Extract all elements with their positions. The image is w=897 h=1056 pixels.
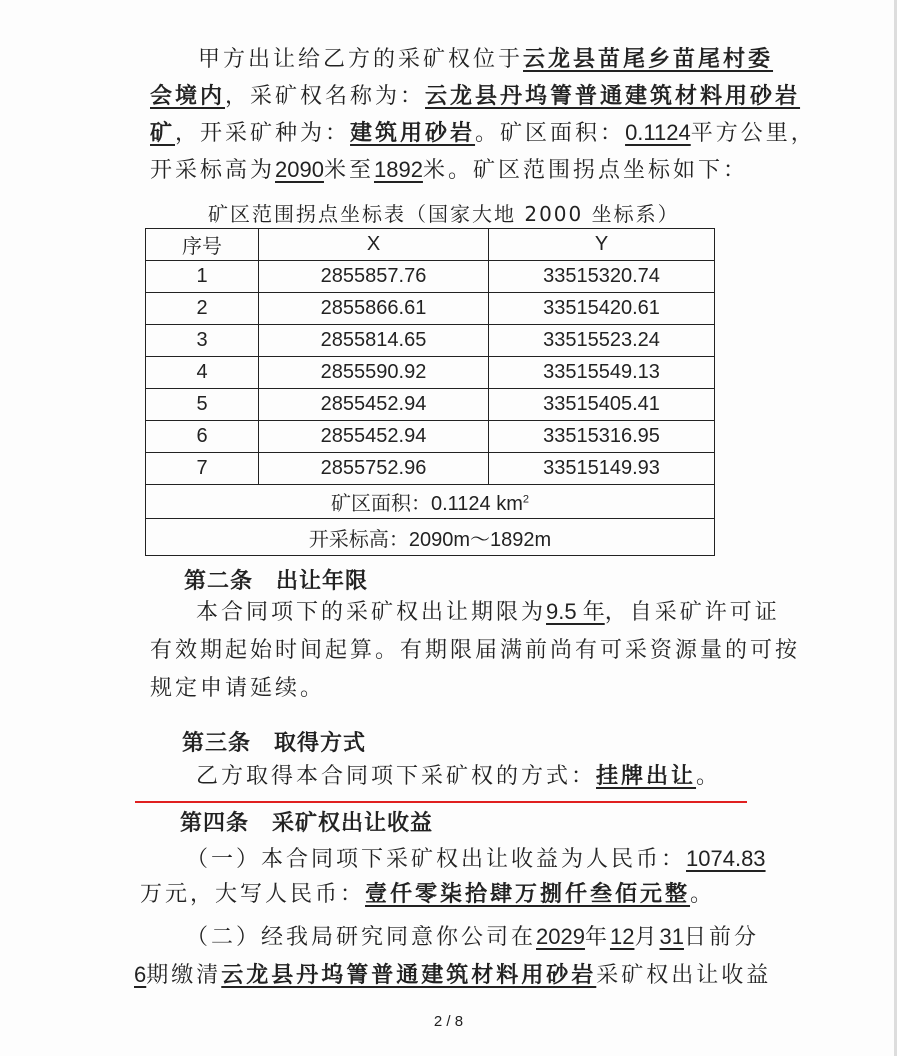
underlined-field: 会境内 bbox=[150, 84, 226, 109]
elevation-row bbox=[146, 519, 715, 556]
page-number: 2 / 8 bbox=[433, 1013, 464, 1030]
cell-index: 7 bbox=[146, 453, 259, 485]
underlined-field: 矿 bbox=[150, 121, 176, 146]
text-line bbox=[196, 762, 721, 792]
text-line bbox=[150, 636, 800, 666]
text-segment: 期缴清 bbox=[146, 963, 222, 988]
text-segment: 开采标高为 bbox=[150, 158, 276, 183]
cell-x: 2855857.76 bbox=[259, 261, 489, 293]
text-segment: 平方公里， bbox=[690, 121, 816, 146]
text-segment: 万元，大写人民币： bbox=[140, 882, 366, 907]
table-header-row bbox=[146, 229, 715, 261]
text-segment: 规定申请延续。 bbox=[150, 676, 326, 701]
cell-y: 33515523.24 bbox=[489, 325, 715, 357]
text-segment: 米。矿区范围拐点坐标如下： bbox=[422, 158, 748, 183]
cell-x: 2855866.61 bbox=[259, 293, 489, 325]
text-segment: 。矿区面积： bbox=[475, 121, 626, 146]
text-line bbox=[150, 82, 800, 112]
underlined-field: 0.1124 bbox=[625, 120, 691, 145]
underlined-field: 云龙县丹坞箐普通建筑材料用砂岩 bbox=[425, 84, 801, 109]
cell-index: 6 bbox=[146, 421, 259, 453]
underlined-field: 9.5 年 bbox=[546, 599, 605, 624]
underlined-field: 2029 bbox=[536, 924, 585, 949]
underlined-field: 12 bbox=[609, 924, 635, 949]
table-row bbox=[146, 453, 715, 485]
text-segment: 本合同项下的采矿权出让期限为 bbox=[196, 600, 547, 625]
cell-y: 33515316.95 bbox=[489, 421, 715, 453]
underlined-field: 壹仟零柒拾肆万捌仟叁佰元整 bbox=[365, 882, 691, 907]
coordinate-table bbox=[145, 228, 715, 556]
cell-x: 2855814.65 bbox=[259, 325, 489, 357]
table-row bbox=[146, 261, 715, 293]
text-segment: 。 bbox=[690, 882, 716, 907]
table-row bbox=[146, 421, 715, 453]
text-segment: 年 bbox=[584, 925, 610, 950]
header-y: Y bbox=[489, 229, 715, 261]
elevation-label: 开采标高：2090m～1892m bbox=[146, 519, 715, 556]
header-x: X bbox=[259, 229, 489, 261]
text-segment: 月 bbox=[634, 925, 660, 950]
text-segment: 乙方取得本合同项下采矿权的方式： bbox=[196, 764, 597, 789]
underlined-field: 云龙县丹坞箐普通建筑材料用砂岩 bbox=[221, 963, 597, 988]
underlined-field: 2090 bbox=[275, 157, 324, 182]
text-segment: 日前分 bbox=[683, 925, 759, 950]
text-line bbox=[134, 960, 771, 991]
section-heading: 第二条 出让年限 bbox=[184, 568, 369, 594]
text-line bbox=[150, 155, 748, 186]
text-line bbox=[196, 597, 780, 628]
underlined-field: 1074.83 bbox=[686, 846, 766, 871]
table-row bbox=[146, 325, 715, 357]
text-line bbox=[140, 880, 715, 910]
cell-y: 33515320.74 bbox=[489, 261, 715, 293]
red-annotation-line bbox=[135, 801, 747, 803]
cell-index: 1 bbox=[146, 261, 259, 293]
table-row bbox=[146, 389, 715, 421]
underlined-field: 建筑用砂岩 bbox=[350, 121, 476, 146]
text-line bbox=[150, 674, 325, 704]
table-row bbox=[146, 357, 715, 389]
cell-x: 2855452.94 bbox=[259, 421, 489, 453]
cell-index: 3 bbox=[146, 325, 259, 357]
underlined-field: 6 bbox=[134, 962, 147, 987]
cell-y: 33515149.93 bbox=[489, 453, 715, 485]
header-index: 序号 bbox=[146, 229, 259, 261]
cell-y: 33515420.61 bbox=[489, 293, 715, 325]
underlined-field: 1892 bbox=[373, 157, 423, 182]
cell-index: 4 bbox=[146, 357, 259, 389]
text-segment: ，自采矿许可证 bbox=[604, 600, 780, 625]
area-label: 矿区面积：0.1124 km bbox=[330, 493, 523, 515]
text-segment: 甲方出让给乙方的采矿权位于 bbox=[198, 47, 524, 72]
text-segment: 。 bbox=[696, 764, 722, 789]
underlined-field: 云龙县苗尾乡苗尾村委 bbox=[523, 47, 774, 72]
text-segment: （一）本合同项下采矿权出让收益为人民币： bbox=[186, 847, 687, 872]
text-line bbox=[186, 922, 759, 953]
cell-index: 2 bbox=[146, 293, 259, 325]
cell-x: 2855752.96 bbox=[259, 453, 489, 485]
section-heading: 第四条 采矿权出让收益 bbox=[180, 810, 434, 836]
text-segment: 米至 bbox=[323, 158, 374, 183]
cell-y: 33515549.13 bbox=[489, 357, 715, 389]
area-row bbox=[146, 485, 715, 519]
text-segment: 采矿权出让收益 bbox=[596, 963, 772, 988]
table-row bbox=[146, 293, 715, 325]
text-line bbox=[150, 118, 816, 149]
text-segment: ，开采矿种为： bbox=[175, 121, 351, 146]
text-segment: ，采矿权名称为： bbox=[225, 84, 426, 109]
table-caption: 矿区范围拐点坐标表（国家大地 2000 坐标系） bbox=[208, 202, 680, 226]
text-line bbox=[198, 45, 773, 75]
text-segment: 有效期起始时间起算。有期限届满前尚有可采资源量的可按 bbox=[150, 638, 801, 663]
underlined-field: 31 bbox=[659, 924, 684, 949]
text-line bbox=[186, 844, 766, 875]
underlined-field: 挂牌出让 bbox=[596, 764, 697, 789]
cell-x: 2855590.92 bbox=[259, 357, 489, 389]
cell-x: 2855452.94 bbox=[259, 389, 489, 421]
cell-y: 33515405.41 bbox=[489, 389, 715, 421]
text-segment: （二）经我局研究同意你公司在 bbox=[186, 925, 537, 950]
section-heading: 第三条 取得方式 bbox=[182, 730, 367, 756]
cell-index: 5 bbox=[146, 389, 259, 421]
area-unit-superscript: 2 bbox=[522, 493, 530, 506]
